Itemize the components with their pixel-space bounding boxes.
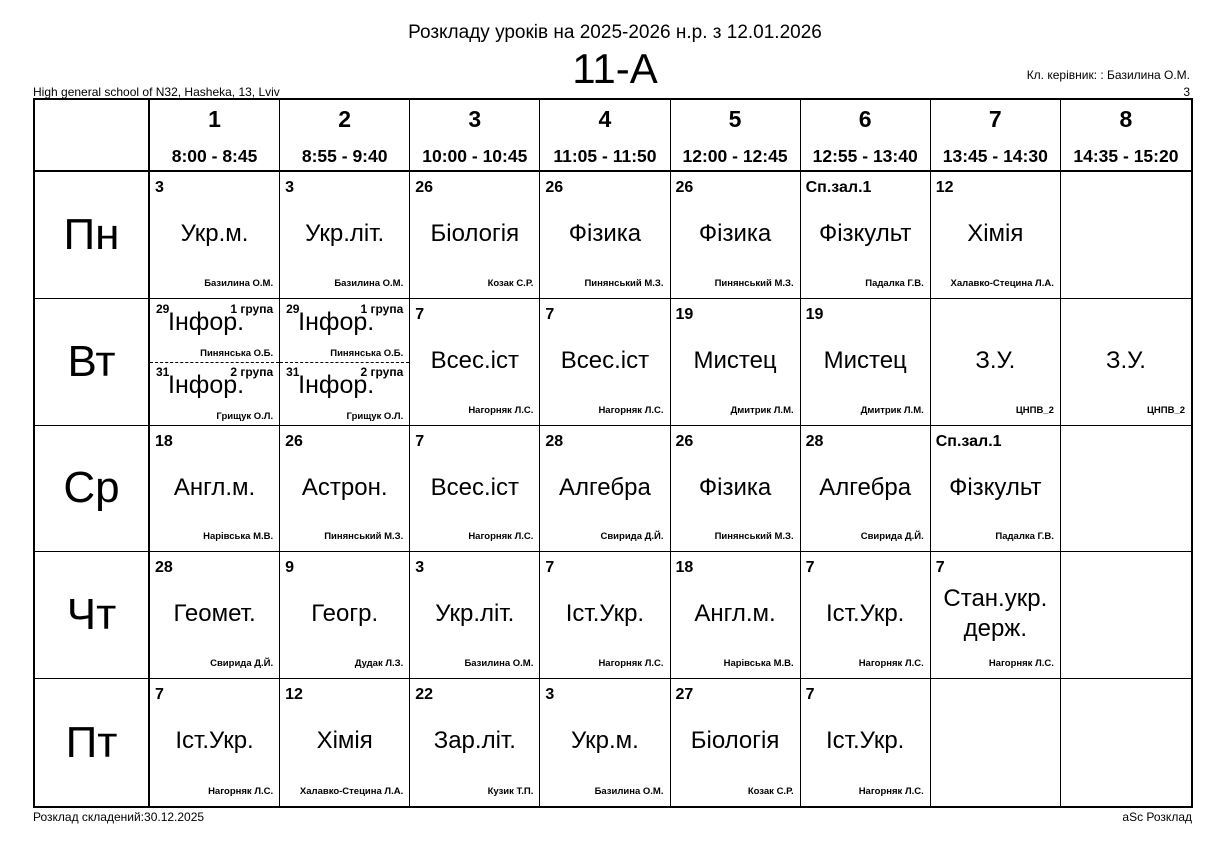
period-header (671, 100, 801, 172)
lesson-cell (540, 426, 670, 553)
period-time: 8:55 - 9:40 (301, 146, 388, 166)
subject-name: З.У. (1105, 346, 1146, 374)
subject-name: Мистец (693, 346, 777, 374)
teacher-name: Падалка Г.В. (995, 531, 1054, 543)
lesson-cell (150, 299, 280, 426)
teacher-name: Нагорняк Л.С. (988, 658, 1054, 670)
lesson-cell (801, 172, 931, 299)
subject-name: Іст.Укр. (175, 727, 254, 755)
subject-name: Англ.м. (694, 600, 776, 628)
room-number: 19 (805, 305, 824, 323)
corner-cell (35, 100, 150, 172)
room-number: 7 (545, 559, 555, 577)
lesson-cell (671, 426, 801, 553)
group-lesson (150, 299, 279, 363)
teacher-name: Кузик Т.П. (487, 786, 534, 797)
teacher-name: Свирида Д.Й. (860, 531, 924, 543)
day-label: Вт (35, 299, 150, 426)
subject-name: Всес.іст (430, 346, 519, 374)
room-number: 26 (415, 179, 434, 196)
teacher-name: Халавко-Стецина Л.А. (950, 277, 1054, 289)
period-number: 1 (208, 106, 221, 132)
subject-name: Іст.Укр. (565, 600, 645, 628)
lesson-cell (801, 426, 931, 553)
lesson-cell (280, 426, 410, 553)
room-number: 7 (415, 432, 425, 450)
period-number: 4 (598, 106, 612, 132)
subject-name: Укр.літ. (305, 220, 385, 247)
group-label: 1 група (230, 301, 274, 316)
period-time: 8:00 - 8:45 (171, 146, 258, 166)
room-number: 3 (155, 179, 164, 196)
room-number: 7 (935, 559, 945, 577)
subject-name: Фізкульт (949, 473, 1042, 501)
lesson-cell (150, 679, 280, 806)
period-header (1061, 100, 1191, 172)
room-number: 7 (545, 305, 555, 323)
teacher-name: Козак С.Р. (747, 786, 794, 797)
subject-name: Біологія (430, 220, 520, 247)
lesson-cell (931, 426, 1061, 553)
lesson-cell (280, 299, 410, 426)
room-number: 29 (156, 301, 170, 316)
lesson-cell (931, 299, 1061, 426)
subject-name: Хімія (967, 220, 1024, 247)
room-number: 26 (545, 179, 564, 196)
lesson-cell (280, 679, 410, 806)
room-number: Сп.зал.1 (935, 432, 1002, 450)
teacher-name: Пинянський М.З. (714, 531, 794, 543)
empty-lesson-cell (1061, 172, 1191, 299)
subject-name: Алгебра (559, 473, 651, 501)
subject-name: З.У. (975, 346, 1016, 374)
period-time: 11:05 - 11:50 (553, 146, 657, 166)
teacher-name: Базилина О.М. (334, 277, 404, 289)
period-time: 14:35 - 15:20 (1073, 146, 1179, 166)
teacher-name: Пинянський М.З. (324, 531, 404, 543)
room-number: 26 (285, 432, 303, 450)
group-lesson (150, 362, 279, 425)
subject-name: Хімія (316, 727, 373, 755)
subject-name: Фізика (698, 220, 772, 247)
period-header (410, 100, 540, 172)
teacher-name: Дудак Л.З. (354, 658, 404, 670)
room-number: 19 (675, 305, 694, 323)
room-number: 3 (285, 179, 295, 196)
period-time: 12:55 - 13:40 (812, 146, 918, 166)
teacher-name: Дмитрик Л.М. (860, 404, 924, 416)
lesson-cell (540, 299, 670, 426)
lesson-cell (801, 679, 931, 806)
subject-name: Астрон. (301, 473, 388, 501)
period-number: 6 (858, 106, 872, 132)
room-number: Сп.зал.1 (805, 179, 872, 196)
subject-name: Укр.м. (571, 727, 639, 755)
lesson-cell (280, 172, 410, 299)
subject-name: Іст.Укр. (826, 600, 905, 628)
subject-name: Інфор. (168, 370, 245, 399)
teacher-name: Пинянська О.Б. (330, 347, 404, 359)
lesson-cell (540, 172, 670, 299)
period-header (150, 100, 280, 172)
lesson-cell (1061, 299, 1191, 426)
teacher-name: ЦНПВ_2 (1015, 404, 1054, 416)
subject-name: Фізика (698, 473, 772, 501)
room-number: 31 (286, 364, 300, 379)
empty-lesson-cell (1061, 679, 1191, 806)
room-number: 26 (675, 432, 694, 450)
period-header (540, 100, 670, 172)
teacher-name: Нагорняк Л.С. (858, 658, 924, 670)
period-number: 7 (988, 106, 1002, 132)
room-number: 28 (155, 559, 173, 577)
room-number: 22 (415, 686, 434, 704)
period-number: 3 (468, 106, 482, 132)
day-label: Пн (35, 172, 150, 299)
teacher-name: Нагорняк Л.С. (598, 404, 664, 416)
group-label: 2 група (360, 364, 404, 379)
subject-name: Укр.м. (180, 220, 249, 247)
school-name: High general school of N32, Hasheka, 13, Lviv (33, 85, 280, 99)
lesson-cell (671, 172, 801, 299)
day-label: Ср (35, 426, 150, 553)
subject-name: Геомет. (173, 600, 256, 628)
room-number: 26 (675, 179, 694, 196)
class-name: 11-А (572, 45, 658, 92)
subject-name: Всес.іст (430, 473, 519, 501)
subject-name: Зар.літ. (433, 727, 516, 755)
day-label: Пт (35, 679, 150, 806)
room-number: 9 (285, 559, 295, 577)
subject-name: Геогр. (311, 600, 379, 628)
room-number: 29 (286, 301, 300, 316)
lesson-cell (410, 426, 540, 553)
lesson-cell (410, 172, 540, 299)
period-header (931, 100, 1061, 172)
teacher-name: Свирида Д.Й. (600, 531, 664, 543)
empty-lesson-cell (931, 679, 1061, 806)
subject-name: Інфор. (298, 370, 375, 399)
teacher-name: Нагорняк Л.С. (208, 786, 274, 797)
lesson-cell (540, 552, 670, 679)
subject-name: Інфор. (298, 307, 375, 336)
period-header (280, 100, 410, 172)
room-number: 12 (285, 686, 303, 704)
period-number: 5 (728, 106, 742, 132)
teacher-name: Грищук О.Л. (216, 410, 274, 422)
teacher-name: Пинянський М.З. (714, 277, 794, 289)
group-lesson (280, 299, 409, 363)
footer-created-date: Розклад складений:30.12.2025 (33, 810, 205, 824)
period-time: 13:45 - 14:30 (942, 146, 1048, 166)
teacher-name: Козак С.Р. (487, 277, 534, 289)
head-teacher: Кл. керівник: : Базилина О.М. (1026, 68, 1190, 82)
room-number: 27 (675, 686, 694, 704)
subject-name: Мистец (823, 346, 907, 374)
period-header (801, 100, 931, 172)
lesson-cell (410, 679, 540, 806)
subject-name: Інфор. (168, 307, 245, 336)
lesson-cell (150, 426, 280, 553)
room-number: 3 (415, 559, 425, 577)
teacher-name: Нагорняк Л.С. (598, 658, 664, 670)
subject-name: Іст.Укр. (826, 727, 905, 755)
room-number: 3 (545, 686, 555, 704)
teacher-name: Базилина О.М. (464, 658, 534, 670)
lesson-cell (150, 552, 280, 679)
subject-name: Всес.іст (560, 346, 650, 374)
lesson-cell (410, 299, 540, 426)
lesson-cell (931, 172, 1061, 299)
subject-name: Укр.літ. (435, 600, 515, 628)
subject-name: Фізкульт (818, 220, 912, 247)
empty-lesson-cell (1061, 552, 1191, 679)
subject-name: Біологія (690, 727, 780, 755)
group-label: 2 група (230, 364, 274, 379)
lesson-cell (931, 552, 1061, 679)
room-number: 7 (415, 305, 425, 323)
lesson-cell (671, 299, 801, 426)
teacher-name: Нарівська М.В. (723, 658, 794, 670)
teacher-name: Пинянська О.Б. (200, 347, 274, 359)
period-number: 2 (338, 106, 352, 132)
room-number: 31 (156, 364, 170, 379)
room-number: 12 (935, 179, 954, 196)
room-number: 18 (675, 559, 694, 577)
lesson-cell (410, 552, 540, 679)
lesson-cell (801, 552, 931, 679)
lesson-cell (150, 172, 280, 299)
teacher-name: Нарівська М.В. (203, 531, 274, 543)
lesson-cell (280, 552, 410, 679)
teacher-name: Грищук О.Л. (346, 410, 404, 422)
room-number: 28 (545, 432, 564, 450)
lesson-cell (540, 679, 670, 806)
period-time: 10:00 - 10:45 (422, 146, 528, 166)
subject-name: Стан.укр. держ. (943, 585, 1048, 643)
subject-name: Англ.м. (173, 473, 256, 501)
teacher-name: Дмитрик Л.М. (730, 404, 794, 416)
group-lesson (280, 362, 409, 425)
lesson-cell (671, 679, 801, 806)
subject-name: Фізика (568, 220, 642, 247)
group-label: 1 група (360, 301, 404, 316)
lesson-cell (801, 299, 931, 426)
teacher-name: Падалка Г.В. (865, 277, 924, 289)
empty-lesson-cell (1061, 426, 1191, 553)
teacher-name: Пинянський М.З. (584, 277, 664, 289)
room-number: 7 (805, 686, 815, 704)
timetable-grid (33, 98, 1193, 808)
lesson-cell (671, 552, 801, 679)
room-number: 7 (155, 686, 164, 704)
teacher-name: Базилина О.М. (594, 786, 664, 797)
schedule-title: Розкладу уроків на 2025-2026 н.р. з 12.01.2026 (408, 22, 822, 43)
room-number: 18 (155, 432, 173, 450)
teacher-name: Свирида Д.Й. (210, 658, 274, 670)
period-number: 8 (1119, 106, 1133, 132)
page-number: 3 (1183, 85, 1190, 99)
teacher-name: Халавко-Стецина Л.А. (299, 786, 404, 797)
teacher-name: Нагорняк Л.С. (468, 404, 534, 416)
footer-app-name: aSc Розклад (1122, 810, 1192, 824)
period-time: 12:00 - 12:45 (682, 146, 788, 166)
teacher-name: ЦНПВ_2 (1146, 404, 1185, 416)
teacher-name: Нагорняк Л.С. (858, 786, 924, 797)
room-number: 7 (805, 559, 815, 577)
teacher-name: Базилина О.М. (204, 277, 274, 289)
room-number: 28 (805, 432, 824, 450)
teacher-name: Нагорняк Л.С. (468, 531, 534, 543)
subject-name: Алгебра (819, 473, 912, 501)
day-label: Чт (35, 552, 150, 679)
